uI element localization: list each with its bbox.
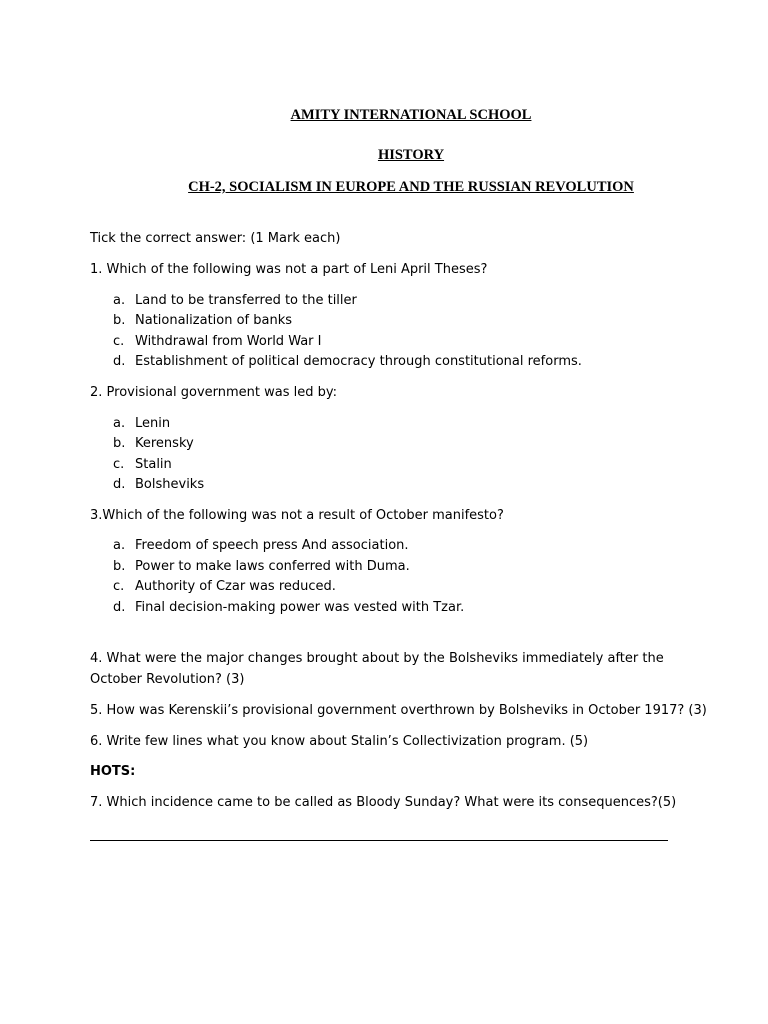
option-text: Bolsheviks: [135, 477, 205, 492]
option-letter: a.: [113, 538, 126, 553]
question-2: 2. Provisional government was led by:: [90, 385, 338, 400]
option-letter: d.: [113, 600, 126, 615]
option-text: Land to be transferred to the tiller: [135, 293, 357, 308]
question-5: 5. How was Kerenskii’s provisional government overthrown by Bolsheviks in October 1917? (3): [90, 703, 707, 718]
option-text: Withdrawal from World War I: [135, 334, 322, 349]
chapter-title: CH-2, SOCIALISM IN EUROPE AND THE RUSSIAN REVOLUTION: [188, 179, 634, 195]
option-text: Stalin: [135, 457, 172, 472]
bottom-divider: [90, 840, 668, 841]
option-text: Final decision-making power was vested with Tzar.: [135, 600, 465, 615]
subject-title: HISTORY: [377, 147, 445, 163]
instructions: Tick the correct answer: (1 Mark each): [90, 231, 341, 246]
option-letter: b.: [113, 313, 126, 328]
question-1: 1. Which of the following was not a part of Leni April Theses?: [90, 262, 488, 277]
option-text: Authority of Czar was reduced.: [135, 579, 336, 594]
hots-label: HOTS:: [90, 764, 136, 779]
option-letter: c.: [113, 579, 125, 594]
option-text: Lenin: [135, 416, 171, 431]
option-letter: d.: [113, 354, 126, 369]
question-6: 6. Write few lines what you know about Stalin’s Collectivization program. (5): [90, 734, 589, 749]
option-letter: a.: [113, 293, 126, 308]
question-4-line-2: October Revolution? (3): [90, 672, 245, 687]
school-name: AMITY INTERNATIONAL SCHOOL: [290, 107, 532, 123]
option-letter: c.: [113, 457, 125, 472]
option-text: Establishment of political democracy through constitutional reforms.: [135, 354, 582, 369]
question-4-line-1: 4. What were the major changes brought about by the Bolsheviks immediately after the: [90, 651, 664, 666]
option-text: Nationalization of banks: [135, 313, 293, 328]
question-3: 3.Which of the following was not a result of October manifesto?: [90, 508, 504, 523]
option-text: Power to make laws conferred with Duma.: [135, 559, 410, 574]
option-letter: b.: [113, 559, 126, 574]
option-letter: b.: [113, 436, 126, 451]
option-text: Freedom of speech press And association.: [135, 538, 409, 553]
option-letter: a.: [113, 416, 126, 431]
question-7: 7. Which incidence came to be called as Bloody Sunday? What were its consequences?(5): [90, 795, 677, 810]
option-text: Kerensky: [135, 436, 194, 451]
option-letter: c.: [113, 334, 125, 349]
option-letter: d.: [113, 477, 126, 492]
